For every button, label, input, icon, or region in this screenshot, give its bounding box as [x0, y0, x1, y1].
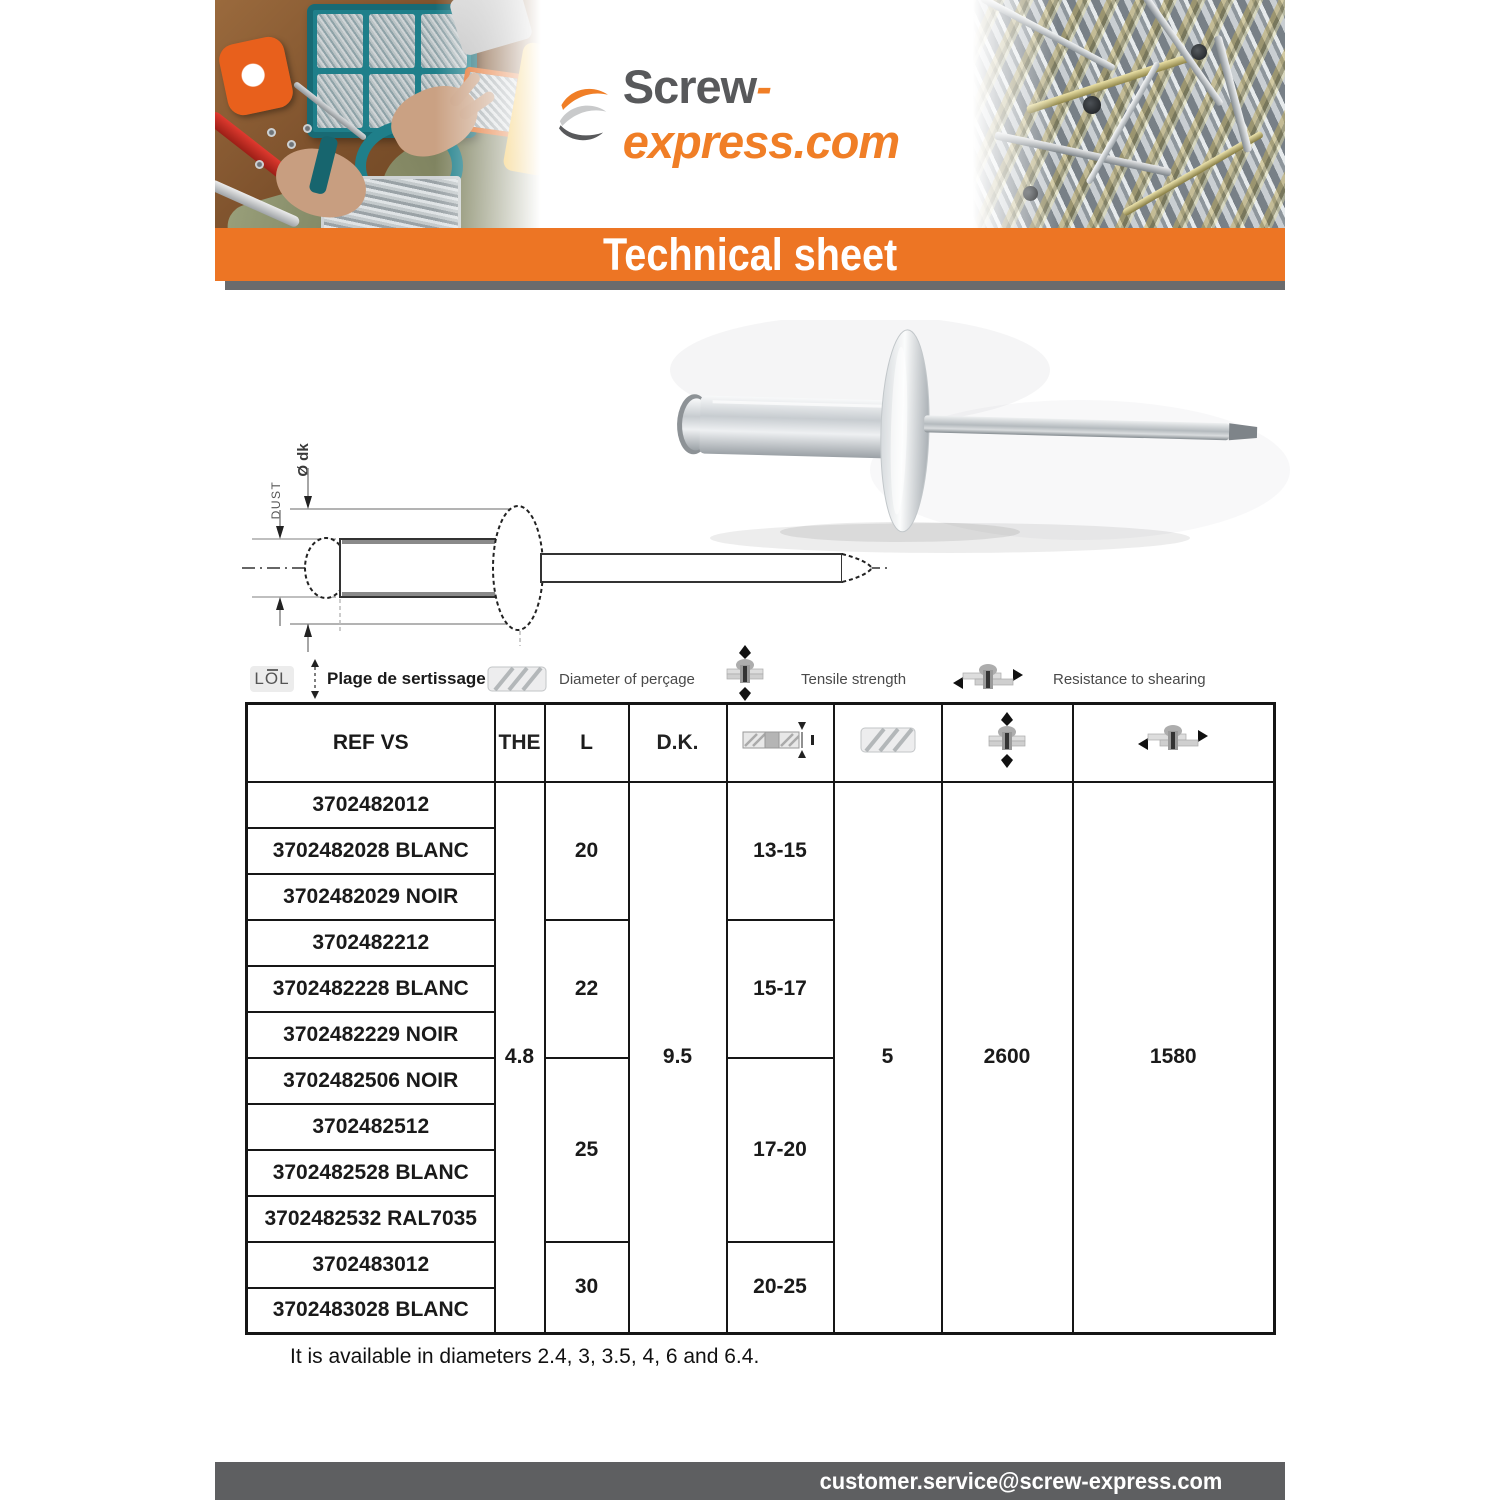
- screw-photo-shape: [1214, 35, 1253, 153]
- ref-cell: 3702482506 NOIR: [247, 1058, 495, 1104]
- customer-service-email[interactable]: customer.service@screw-express.com: [819, 1467, 1223, 1494]
- logo-text: [623, 59, 963, 169]
- legend: [215, 656, 1285, 702]
- grip-length-icon: LOL: [250, 666, 294, 692]
- shear-resistance-icon: [951, 656, 1025, 702]
- ref-cell: 3702482029 NOIR: [247, 874, 495, 920]
- ref-cell: 3702482532 RAL7035: [247, 1196, 495, 1242]
- crimp-range-cell: 20-25: [727, 1242, 834, 1334]
- dk-value-cell: 9.5: [629, 782, 727, 1334]
- col-header-shear-icon: [1073, 704, 1275, 782]
- header: [215, 0, 1285, 228]
- ref-cell: 3702482028 BLANC: [247, 828, 495, 874]
- body-diameter-label: DUST: [269, 480, 283, 520]
- length-value-cell: 25: [545, 1058, 629, 1242]
- length-value-cell: 30: [545, 1242, 629, 1334]
- table-row: [247, 782, 1275, 828]
- tape-measure-photo-shape: [216, 34, 296, 118]
- banner-shadow-bar: [225, 281, 1285, 290]
- legend-item-crimp-range: [250, 656, 294, 702]
- ref-cell: 3702482229 NOIR: [247, 1012, 495, 1058]
- nut-photo-shape: [303, 124, 312, 133]
- logo-area: [555, 0, 963, 228]
- logo-swoosh-icon: [555, 75, 613, 153]
- title-banner: [215, 228, 1285, 281]
- ref-cell: 3702482512: [247, 1104, 495, 1150]
- length-value-cell: 22: [545, 920, 629, 1058]
- photo-fade: [963, 0, 1058, 228]
- page-title: Technical sheet: [602, 228, 898, 280]
- rivet-technical-drawing: [230, 368, 898, 668]
- legend-label-shear: Resistance to shearing: [1053, 670, 1206, 688]
- drill-diameter-icon: [487, 656, 547, 702]
- col-header-the: THE: [495, 704, 545, 782]
- photo-fade: [435, 0, 555, 228]
- ref-cell: 3702482212: [247, 920, 495, 966]
- legend-label-drill-diameter: Diameter of perçage: [559, 670, 695, 688]
- col-header-length: L: [545, 704, 629, 782]
- col-header-drill-diameter-icon: [834, 704, 942, 782]
- nut-photo-shape: [267, 128, 276, 137]
- crimp-range-cell: 13-15: [727, 782, 834, 920]
- screw-photo-shape: [1132, 0, 1224, 107]
- ref-cell: 3702483012: [247, 1242, 495, 1288]
- screw-head-photo-shape: [1191, 44, 1207, 60]
- table-header-row: [247, 704, 1275, 782]
- tensile-strength-cell: 2600: [942, 782, 1073, 1334]
- screw-head-photo-shape: [1083, 96, 1101, 114]
- col-header-ref: REF VS: [247, 704, 495, 782]
- legend-label-crimp-range: Plage de sertissage: [327, 669, 486, 688]
- crimp-range-cell: 15-17: [727, 920, 834, 1058]
- legend-label-tensile: Tensile strength: [801, 670, 907, 688]
- shear-resistance-cell: 1580: [1073, 782, 1275, 1334]
- col-header-crimp-range-icon: [727, 704, 834, 782]
- screw-express-logo: [555, 59, 963, 169]
- vertical-range-arrow-icon: [309, 656, 321, 702]
- crimp-range-cell: 17-20: [727, 1058, 834, 1242]
- length-value-cell: 20: [545, 782, 629, 920]
- dk-diameter-label: Ø dk: [295, 443, 312, 477]
- nut-photo-shape: [255, 160, 264, 169]
- illustration-band: [215, 290, 1285, 702]
- drill-diameter-cell: 5: [834, 782, 942, 1334]
- logo-text-secondary: -express.com: [622, 60, 900, 168]
- tensile-strength-icon: [725, 650, 765, 696]
- availability-note: It is available in diameters 2.4, 3, 3.5, 4, 6 and 6.4.: [290, 1345, 760, 1368]
- ref-cell: 3702482228 BLANC: [247, 966, 495, 1012]
- the-value-cell: 4.8: [495, 782, 545, 1334]
- footer-bar: [215, 1462, 1285, 1500]
- ref-cell: 3702482528 BLANC: [247, 1150, 495, 1196]
- col-header-dk: D.K.: [629, 704, 727, 782]
- nut-photo-shape: [287, 140, 296, 149]
- logo-text-primary: Screw: [622, 60, 757, 113]
- spec-table: [245, 702, 1276, 1335]
- ref-cell: 3702482012: [247, 782, 495, 828]
- workbench-photo: [215, 0, 555, 228]
- screws-pile-photo: [963, 0, 1285, 228]
- col-header-tensile-icon: [942, 704, 1073, 782]
- ref-cell: 3702483028 BLANC: [247, 1288, 495, 1334]
